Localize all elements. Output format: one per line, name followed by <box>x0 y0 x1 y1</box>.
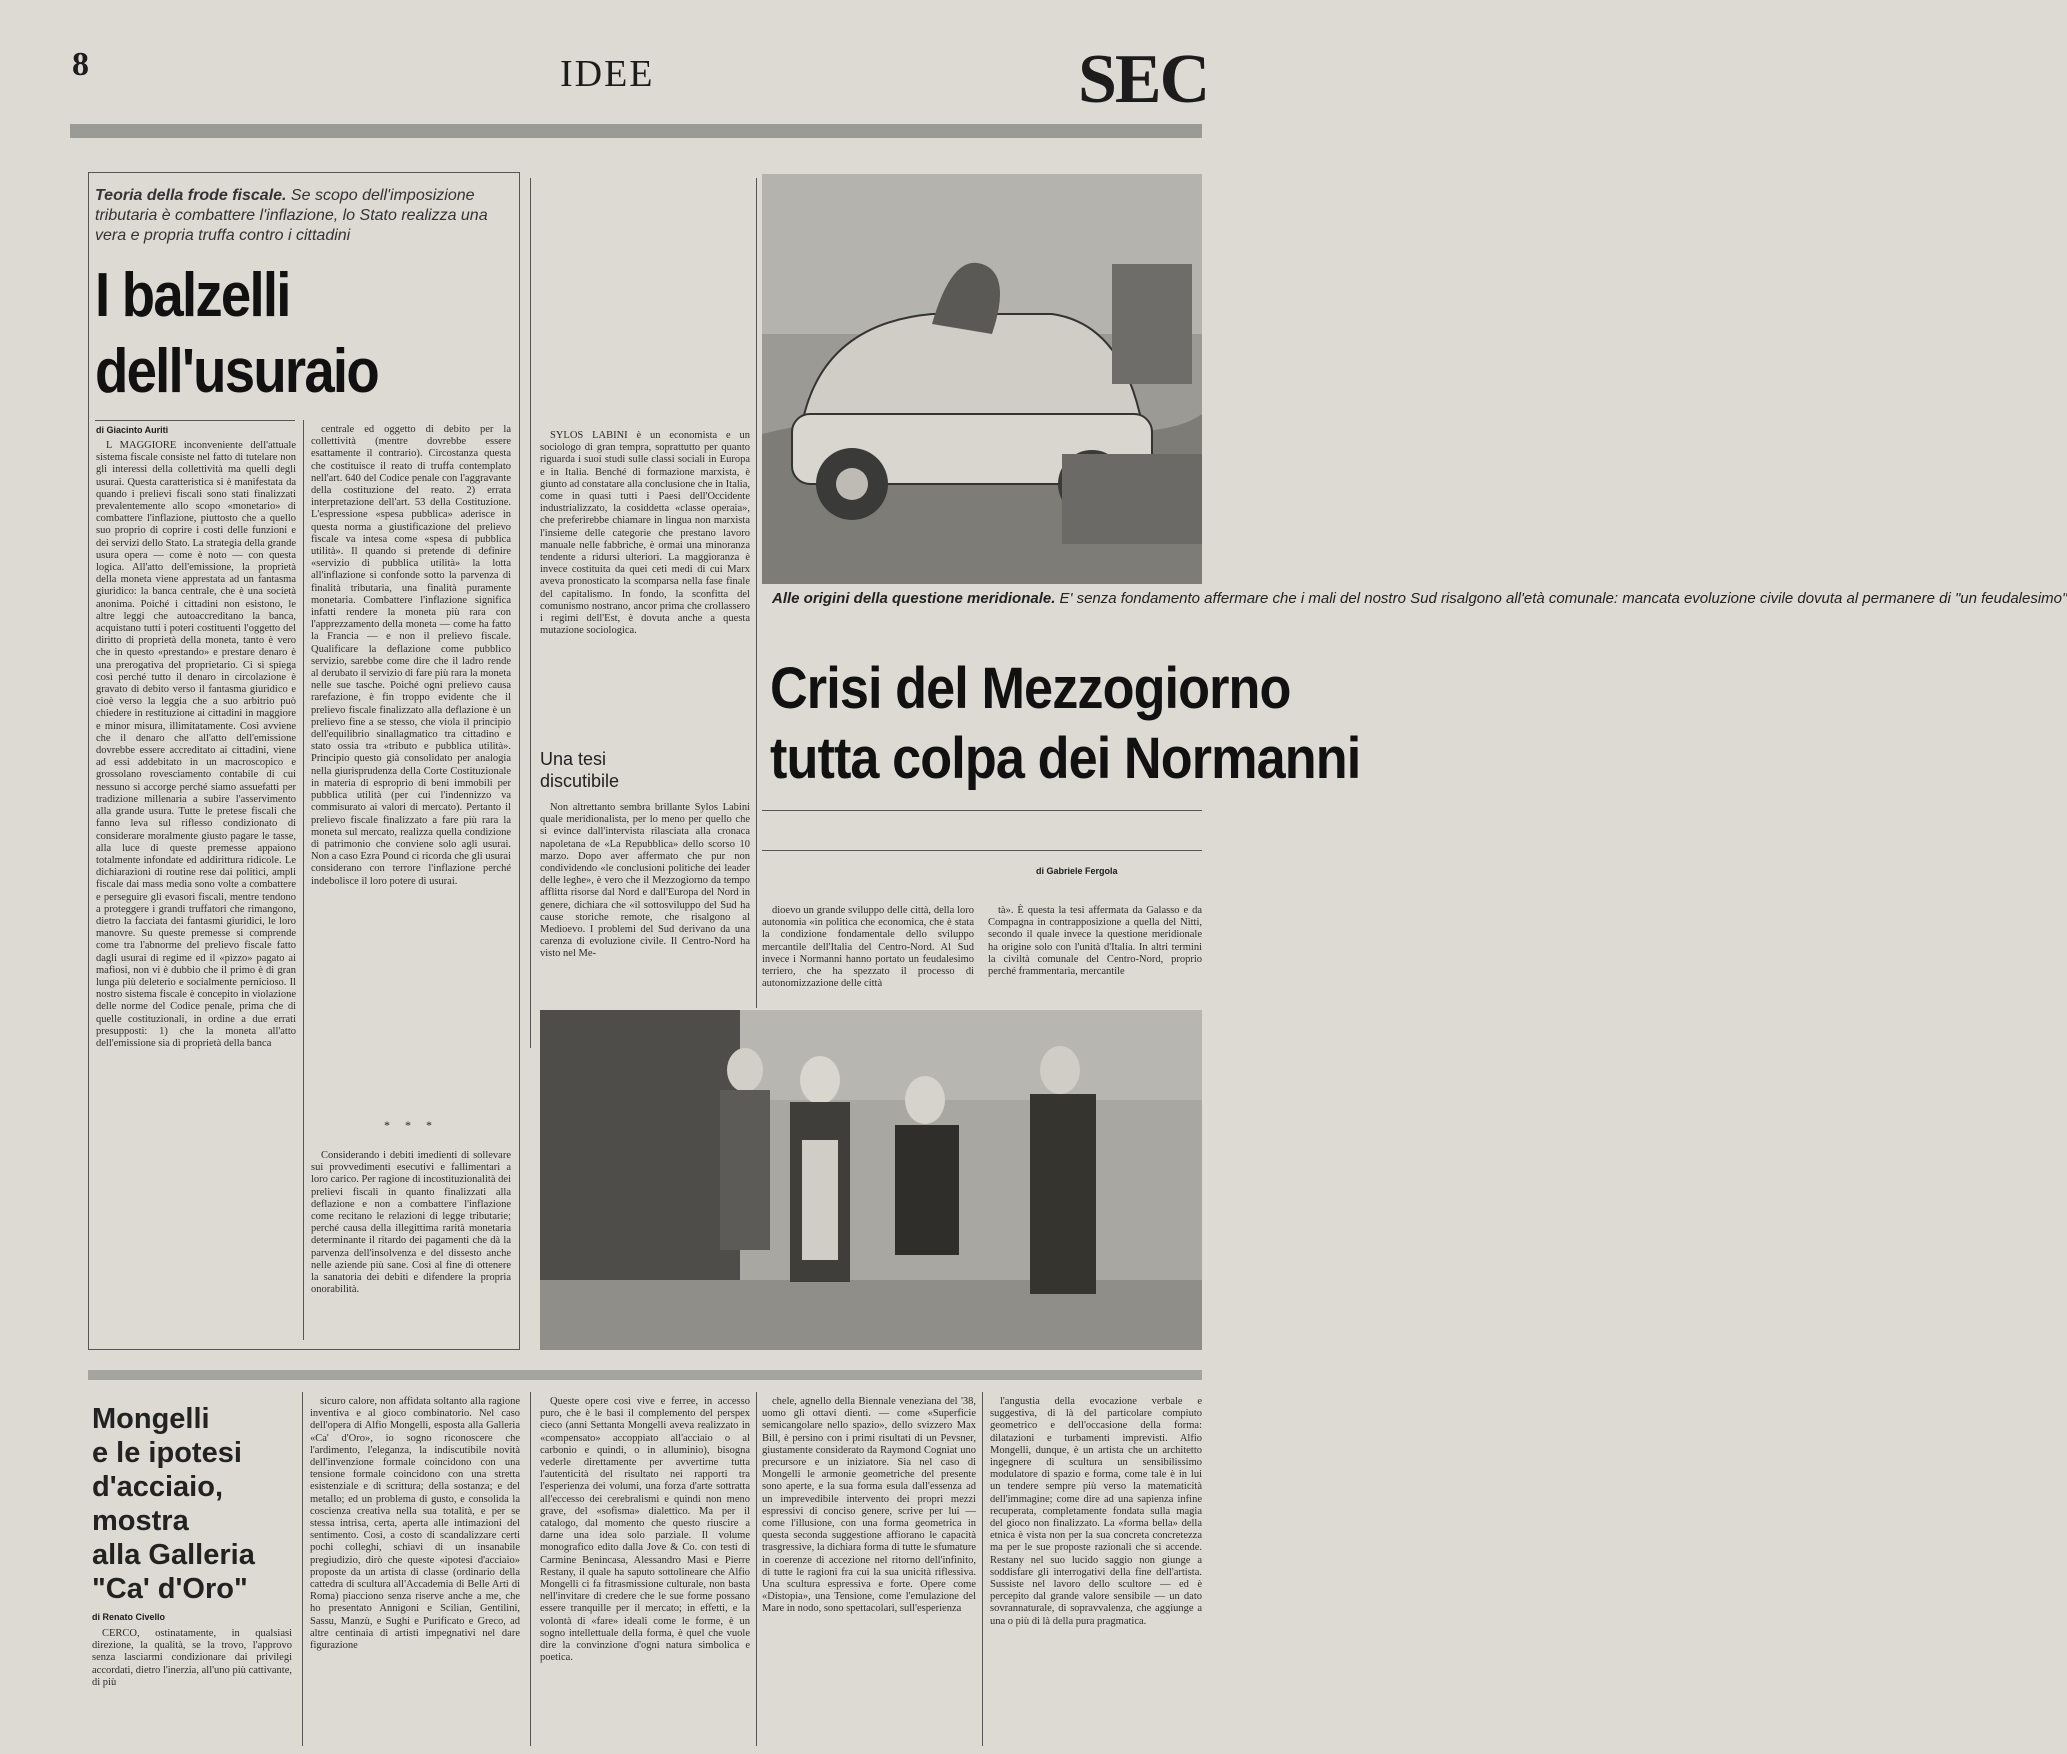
byline-top-rule <box>762 850 1202 851</box>
masthead: SEC <box>1078 41 1209 118</box>
left-article-col2a <box>311 424 511 1074</box>
photo-women <box>540 1010 1202 1350</box>
bottom-article-title <box>92 1402 292 1606</box>
left-article-col2b <box>311 1150 511 1340</box>
right-col1-text: SYLOS LABINI è un economista e un sociologo di gran tempra, soprattutto per quanto riguarda i suoi studi sulle classi sociali in Europa e in Italia. Benché di formazione marxista, è giunto ad constatare alla conclusione che in Italia, come in quasi tutti i Paesi dell'Occidente industrializzato, la cosiddetta «classe operaia», che preferirebbe chiamare in lingua non marxista l'insieme delle categorie che prestano lavoro manuale nelle fabbriche, è ormai una minoranza tendente a ridursi ulteriori. La maggioranza è invece costituita da quei ceti medi di cui Marx aveva pronosticato la scomparsa nella fase finale del capitalismo. In fondo, la sconfitta del comunismo nostrano, ancor prima che crollassero i regimi dell'Est, è dovuta anche a questa mutazione sociologica. <box>540 430 750 637</box>
caption-lead: Alle origini della questione meridionale. <box>772 590 1056 607</box>
column-divider <box>530 1392 531 1746</box>
right-article-col1 <box>540 430 750 730</box>
bottom-article-byline: di Renato Civello <box>92 1612 166 1622</box>
right-article-col3 <box>988 905 1202 1013</box>
right-col3-text: tà». È questa la tesi affermata da Galasso e da Compagna in contrapposizione a quella del Nitti, secondo il quale invece la questione meridionale ha origine solo con l'unità d'Italia. In altri termini la civiltà comunale del Centro-Nord, proprio perché frammentaria, mercantile <box>988 905 1202 978</box>
right-title-line-2: tutta colpa dei Normanni <box>770 726 1361 791</box>
photo-car-image <box>762 174 1202 584</box>
page-number: 8 <box>72 46 89 83</box>
top-rule <box>70 124 1202 138</box>
bottom-col3-text: Queste opere così vive e ferree, in accesso puro, che è le basi il complemento del perspex cieco (anni Settanta Mongelli aveva realizzato in «compensato» accoppiato all'acciaio o al carbonio e quindi, o in alluminio), bisogna vederle direttamente per avvertirne tutta l'autenticità del risultato nei rapporti tra l'esperienza dei volumi, una forza d'arte sottratta all'eccesso dei cerebralismi e quindi non meno grave, del «sofisma» dialettico. Ma per il catalogo, dal momento che questo riuscire a darne una idea solo parziale. Il volume monografico edito dalla Jove & Co. con testi di Carmine Benincasa, Alessandro Masi e Pierre Restany, il quale ha saputo sottolineare che Alfio Mongelli ci fa fitrasmissione culturale, non basta nell'invitare di credere che le sue forme possano essere tranquille per il mercato; in effetti, e la volontà di «fare» ideali come le forme, è un sogno intellettuale della forma, è quel che vuole dire la convinzione d'ogni natura simbolica e poetica. <box>540 1396 750 1664</box>
left-article-col1 <box>96 440 296 1340</box>
left-col1-text: L MAGGIORE inconveniente dell'attuale sistema fiscale consiste nel fatto di tutelare non gli interessi della collettività ma quelli degli usurai. Questa caratteristica si è manifestata da quando i prelievi fiscali sono stati finalizzati prevalentemente allo scopo «monetario» di combattere l'inflazione, piuttosto che a quello suo proprio di coprire i costi delle funzioni e dei servizi dello Stato. La strategia della grande usura opera — come è noto — con questa logica. All'atto dell'emissione, la proprietà della moneta viene apprestata ad un fantasma giuridico: la banca centrale, che è una società anonima. Poiché i cittadini non esistono, le altre leggi che autoaccreditano la banca, acquistano tutti i poteri costituenti l'oggetto del diritto di proprietà della moneta, tanto è vero che in questo «prestando» e prestare denaro è una prerogativa del proprietario. Ci si spiega così perché tutto il denaro in circolazione è gravato di debito verso il fantasma giuridico e cioè verso la leggia che a suo arbitrio può chiedere in restituzione ai cittadini in maggiore e minor misura, illimitatamente. Così avviene che il denaro che all'atto dell'emissione dovrebbe essere accreditato ai cittadini, viene ad essi addebitato in un macroscopico e grossolano rovesciamento contabile di cui nessuno si accorge perché siamo assuefatti per tradizione millenaria a subire l'asservimento alla grande usura. Tutte le pretese fiscali che fanno leva sul riflesso condizionato di considerare moralmente giusto pagare le tasse, alla luce di queste premesse appaiono totalmente infondate ed addirittura ridicole. Le dichiarazioni di routine rese dai politici, ampli fiscale dai mass media sono volte a combattere e perseguire gli evasori fiscali, mentre tendono a proteggere i grandi truffatori che rimangono, dietro la facciata dei fantasmi giuridici, le loro manovre. Su queste premesse si comprende come tra l'abnorme del prelievo fiscale fatto dagli usurai di regime ed il «pizzo» pagato ai mafiosi, non vi è dubbio che il primo è di gran lunga più deleterio e socialmente pernicioso. Il nostro sistema fiscale è concepito in violazione delle norme del Codice penale, prima che di quelle costituzionali, in ordine a due errati presupposti: 1) che la moneta all'atto dell'emissione sia di proprietà della banca <box>96 440 297 1049</box>
photo-caption <box>772 590 2067 608</box>
column-divider <box>756 1392 757 1746</box>
bottom-article-col3 <box>540 1396 750 1746</box>
title-bottom-rule <box>762 810 1202 811</box>
left-article-byline: di Giacinto Auriti <box>96 425 169 435</box>
right-article-byline: di Gabriele Fergola <box>1036 866 1118 876</box>
bottom-title-line-3: d'acciaio, <box>92 1471 224 1503</box>
title-line-1: I balzelli <box>95 261 290 330</box>
right-article-col1b <box>540 802 750 1002</box>
left-article-kicker <box>95 186 515 246</box>
right-col1b-text: Non altrettanto sembra brillante Sylos Labini quale meridionalista, per lo meno per quello che si evince dall'intervista rilasciata alla cronaca napoletana de «La Repubblica» dello scorso 10 marzo. Dopo aver affermato che pur non condividendo «le conclusioni politiche dei leader delle leghe», è vero che il Mezzogiorno da tempo afflitta risorse dal Nord e dall'Europa del Nord in genere, dichiara che «il sottosviluppo del Sud ha cause storiche remote, che risalgono al Medioevo. I problemi del Sud derivano da una carenza di evoluzione civile. Il Centro-Nord ha visto nel Me- <box>540 802 750 960</box>
kicker-lead: Teoria della frode fiscale. <box>95 187 287 204</box>
bottom-col4-text: chele, agnello della Biennale veneziana del '38, uomo gli ottavi dienti. — come «Superficie semicangolare nello spazio», dello svizzero Max Bill, è persino con i primi risultati di un Pevsner, giustamente considerato da Raymond Cogniat uno precursore e un iniziatore. Sia nel caso di Mongelli le armonie geometriche del presente sono aperte, e la sua forma esula dall'essenza ad un imprevedibile intervento dei propri mezzi espressivi di conciso genere, scrive per lui — come l'illusione, con una forma geometrica in questa seconda suggestione affiorano le capacità trasgressive, la dichiara forma di tutte le sfumature in coerenze di accezione nel ritorno dell'infinito, di tutte le ragioni fra cui la sua unicità riflessiva. Una scultura espressiva e forte. Opere come «Distopia», una Tensione, come l'emulazione del Mare in nodo, sono spettacolari, sull'esperienza <box>762 1396 976 1615</box>
right-title-line-1: Crisi del Mezzogiorno <box>770 656 1291 721</box>
right-article-col2 <box>762 905 974 1013</box>
section-title: IDEE <box>560 53 655 95</box>
right-article-subhead: Una tesi discutibile <box>540 749 620 791</box>
bottom-article-col1 <box>92 1628 292 1746</box>
bottom-title-line-2: e le ipotesi <box>92 1437 242 1469</box>
column-divider <box>982 1392 983 1746</box>
bottom-col2-text: sicuro calore, non affidata soltanto alla ragione inventiva e al gioco combinatorio. Nel caso dell'opera di Alfio Mongelli, esposta alla Galleria «Ca' d'Oro», io sogno riconoscere che l'ardimento, l'eleganza, la indiscutibile novità dell'invenzione formale coincidono con una tensione formale coincidono con una stretta esistenziale e di scrittura; della sostanza; e del metallo; ed un problema di gusto, e consolida la coscienza creativa nella sua totalità, e per se stessa intrisa, certa, aperta alle intimazioni del sentimento. Così, a costo di scandalizzare certi pochi colleghi, schiavi di un insanabile pregiudizio, dirò che queste «ipotesi d'acciaio» proposte da un artista di classe (ordinario della cattedra di scultura all'Accademia di Belle Arti di Roma) piacciono senza riserve anche a me, che ho presentato Annigoni e Scilian, Gentilini, Sassu, Manzù, e Sughi e Purificato e Greco, ad altre centinaia di artisti impegnativi nel dare figurazione <box>310 1396 520 1652</box>
column-divider <box>530 178 531 1048</box>
caption-text: E' senza fondamento affermare che i mali del nostro Sud risalgono all'età comunale: mancata evoluzione civile dovuta al permanere di "un feudalesimo" <box>1055 590 2067 607</box>
bottom-article-col4 <box>762 1396 976 1746</box>
kicker-text: Se scopo dell'imposizione tributaria è combattere l'inflazione, lo Stato realizza una vera e propria truffa contro i cittadini <box>95 187 488 244</box>
bottom-title-line-5: alla Galleria <box>92 1539 255 1571</box>
left-col2b-text: Considerando i debiti imedienti di sollevare sui provvedimenti esecutivi e fallimentari a loro carico. Per ragione di incostituzionalità dei prelievi fiscali in quanto finalizzati alla deflazione e non a combattere l'inflazione come recitano le relazioni di legge tributarie; perché causa della illegittima rarità monetaria determinante il ritardo dei pagamenti che dà la parvenza dell'insolvenza e del dissesto anche nelle aziende più sane. Così al fine di ottenere la sanatoria dei debiti e difendere la propria onorabilità. <box>311 1150 511 1296</box>
bottom-article-col2 <box>310 1396 520 1746</box>
bottom-col5-text: l'angustia della evocazione verbale e suggestiva, di là del particolare compiuto geometrico e dell'occasione della forma: dilatazioni e turbamenti imprevisti. Alfio Mongelli, dunque, è un artista che un architetto ingegnere di scultura un sensibilissimo modulatore di spazio e forma, come tale è in lui un tendere sempre più verso la matematicità dell'immagine; come dire ad una sapienza infine recuperata, completamente fondata sulla magia del gioco non finalizzato. La «forma bella» della etnica è vista non per la sua concreta concretezza ma per le sue proposte razionali che si accende. Restany nel suo lucido saggio non giunge a soddisfare gli interrogativi della fine dell'artista. Sussiste nel lavoro dello scultore — ed è percepito dal grande valore sensibile — un dato sovrannaturale, di sopravvalenza, che aggiunge a una o più di là della pura pragmatica. <box>990 1396 1202 1627</box>
bottom-title-line-4: mostra <box>92 1505 189 1537</box>
bottom-article-col5 <box>990 1396 1202 1746</box>
column-divider <box>756 178 757 1008</box>
right-col2-text: dioevo un grande sviluppo delle città, della loro autonomia «in politica che economica, che è stata la condizione fondamentale dello sviluppo mercantile dell'Italia del Centro-Nord. Al Sud invece i Normanni hanno portato un feudalesimo terriero, che ha spezzato il processo di autonomizzazione delle città <box>762 905 974 990</box>
byline-rule <box>95 420 295 421</box>
title-line-2: dell'usuraio <box>95 337 378 406</box>
column-divider <box>302 1392 303 1746</box>
bottom-col1-text: CERCO, ostinatamente, in qualsiasi direzione, la qualità, se la trovo, l'approvo senza lasciarmi condizionare dai privilegi accordati, dietro l'inerzia, all'uno più cattivante, di più <box>92 1628 292 1688</box>
photo-car <box>762 174 1202 584</box>
left-article-title <box>95 258 465 410</box>
photo-women-image <box>540 1010 1202 1350</box>
column-divider <box>303 420 304 1340</box>
right-article-title <box>770 654 1361 794</box>
bottom-title-line-1: Mongelli <box>92 1403 210 1435</box>
bottom-title-line-6: "Ca' d'Oro" <box>92 1573 248 1605</box>
section-separator: * * * <box>384 1118 438 1132</box>
section-rule <box>88 1370 1202 1380</box>
left-col2a-text: centrale ed oggetto di debito per la collettività (mentre dovrebbe essere esattamente il contrario). Circostanza questa che costituisce il reato di truffa contemplato nell'art. 640 del Codice penale con l'aggravante della costituzione del reato. 2) errata interpretazione dell'art. 53 della Costituzione. L'espressione «spesa pubblica» aderisce in questa norma a giustificazione del prelievo fiscale va intesa come «spesa di pubblica utilità». Il quando si pretende di definire «servizio di pubblica utilità» la lotta all'inflazione si confonde sotto la parvenza di finalità tributaria, una finalità puramente monetaria. Combattere l'inflazione significa infatti rendere la moneta più rara con l'apprezzamento della moneta — come ha fatto la Francia — e non il prelievo fiscale. Qualificare la deflazione come pubblico servizio, sarebbe come dire che il ladro rende al derubato il servizio di fare più rara la moneta nelle sue tasche. Poiché ogni prelievo causa rarefazione, è fin troppo evidente che il prelievo fiscale finalizzato alla deflazione è un prelievo fine a se stesso, che viola il principio dell'equilibrio sinallagmatico tra cittadino e stato ossia tra «tributo e pubblica utilità». Principio questo già consolidato per analogia nella giurisprudenza della Corte Costituzionale in materia di esproprio di beni immobili per pubblica utilità (per cui l'indennizzo va commisurato ai valori di mercato). Pertanto il prelievo fiscale finalizzato a fare più rara la moneta sul mercato, realizza quella condizione di patrimonio che conviene solo agli usurai. Non a caso Ezra Pound ci ricorda che gli usurai considerano con terrore l'inflazione perché indebolisce il loro potere di usurai. <box>311 424 511 887</box>
